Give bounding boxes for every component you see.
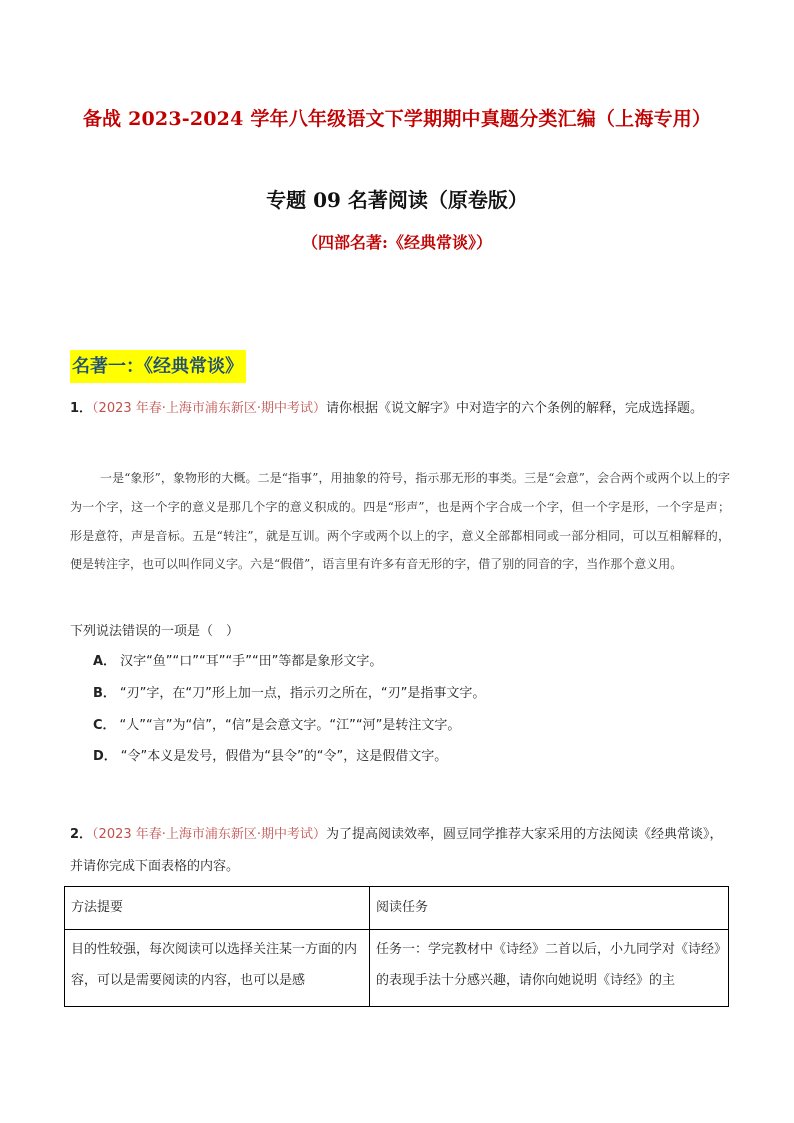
option-a[interactable] [93,647,382,677]
table-header-method: 方法提要 [65,887,370,930]
table-cell-method: 目的性较强，每次阅读可以选择关注某一方面的内容，可以是需要阅读的内容，也可以是感 [65,930,370,1007]
option-c-letter: C． [93,718,116,733]
option-c-text: “人”“言”为“信”，“信”是会意文字。“江”“河”是转注文字。 [119,718,461,733]
table-cell-task: 任务一：学完教材中《诗经》二首以后，小九同学对《诗经》的表现手法十分感兴趣，请你向她说明《诗经》的主 [370,930,729,1007]
option-a-text: 汉字“鱼”“口”“耳”“手”“田”等都是象形文字。 [120,654,383,669]
series-title: 备战 2023-2024 学年八年级语文下学期期中真题分类汇编（上海专用） [82,108,712,130]
reading-task-table [64,886,729,1007]
section-heading: 名著一：《经典常谈》 [70,350,246,383]
question-1-stem: 下列说法错误的一项是（ ） [70,624,240,639]
option-d-letter: D． [93,749,117,764]
option-a-letter: A． [93,654,117,669]
topic-subtitle: （四部名著:《经典常谈》） [302,233,492,252]
option-b[interactable] [93,679,485,709]
table-header-task: 阅读任务 [370,887,729,930]
question-2-prompt-text: 为了提高阅读效率，圆豆同学推荐大家采用的方法阅读《经典常谈》，并请你完成下面表格的内容。 [70,827,723,874]
option-c[interactable] [93,711,460,741]
table-header-row [65,887,729,930]
option-b-text: “刃”字，在“刀”形上加一点，指示刃之所在，“刃”是指事文字。 [119,686,486,701]
question-1-prompt-text: 请你根据《说文解字》中对造字的六个条例的解释，完成选择题。 [326,401,704,416]
question-2-prompt [70,819,732,883]
question-2-source: （2023 年春·上海市浦东新区·期中考试） [92,827,327,842]
question-1-passage: 一是“象形”，象物形的大概。二是“指事”，用抽象的符号，指示那无形的事类。三是“会意”，会合两个或两个以上的字为一个字，这一个字的意义是那几个字的意义积成的。四是“形声”，也是两个字合成一个字，但一个字是形，一个字是声；形是意符，声是音标。五是“转注”，就是互训。两个字或两个以上的字，意义全部都相同或一部分相同，可以互相解释的，便是转注字，也可以叫作同义字。六是“假借”，语言里有许多有音无形的字，借了别的同音的字，当作那个意义用。 [70,471,730,572]
question-2-number: 2． [70,827,93,842]
question-1-number: 1． [70,401,93,416]
option-d-text: “令”本义是发号，假借为“县令”的“令”，这是假借文字。 [120,749,448,764]
question-1-prompt [70,393,732,425]
table-row [65,930,729,1007]
topic-title: 专题 09 名著阅读（原卷版） [266,188,528,212]
question-1-source: （2023 年春·上海市浦东新区·期中考试） [92,401,327,416]
option-d[interactable] [93,742,447,772]
option-b-letter: B． [93,686,116,701]
